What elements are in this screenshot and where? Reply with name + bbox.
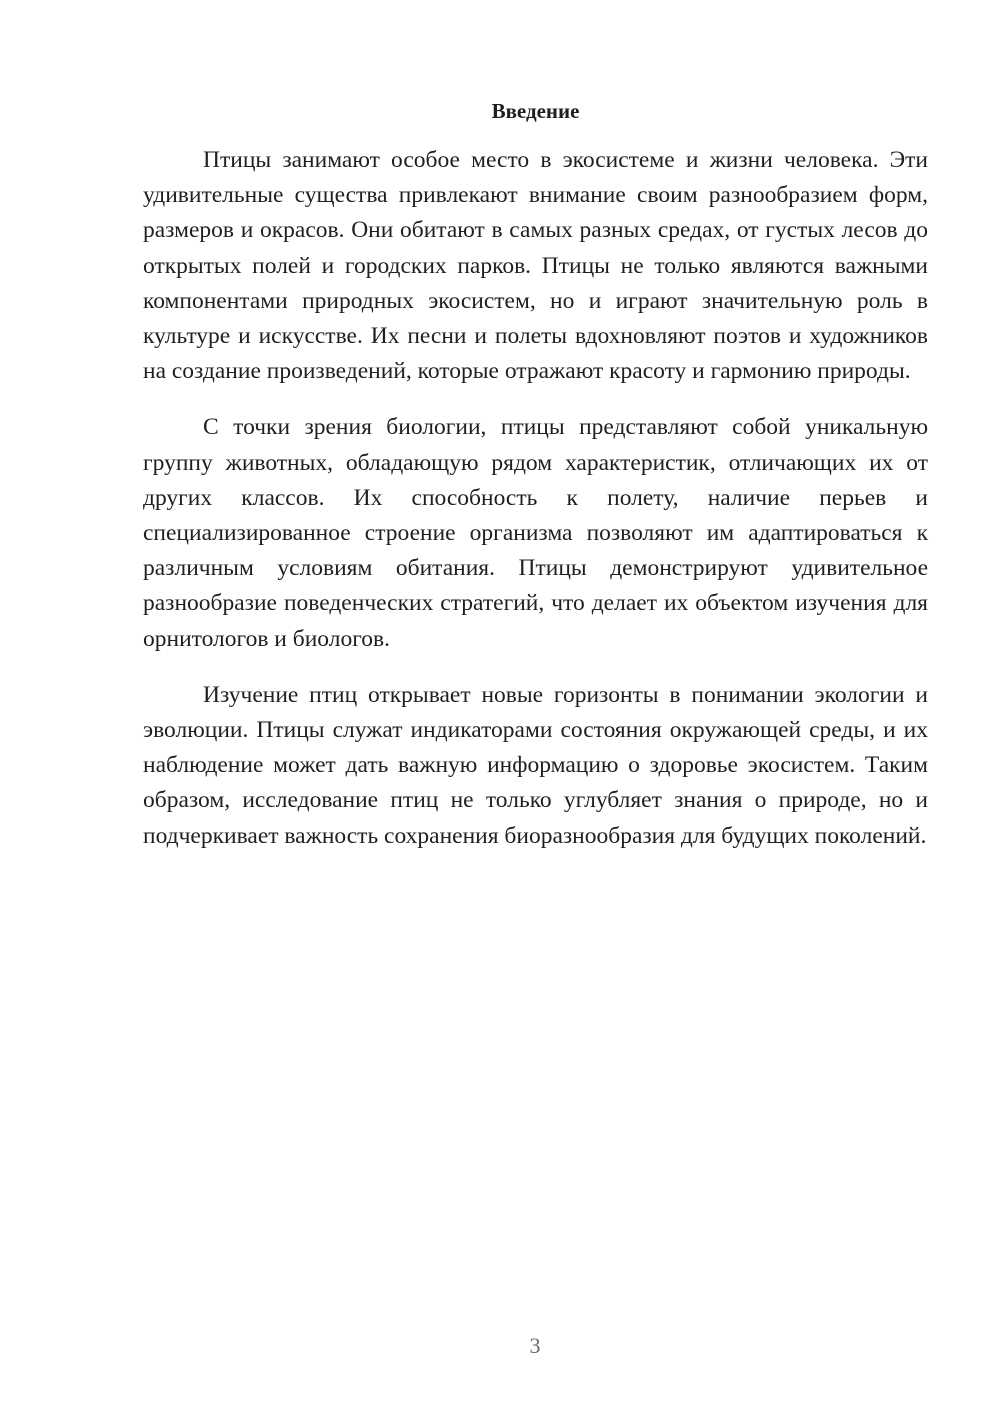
paragraph-study: Изучение птиц открывает новые горизонты в понимании экологии и эволюции. Птицы служат индикаторами состояния окружающей среды, и их наблюдение может дать важную информацию о здоровье экосистем. Таким образом, исследование птиц не только углубляет знания о природе, но и подчеркивает важность сохранения биоразнообразия для будущих поколений. xyxy=(143,681,928,849)
page-content xyxy=(143,94,928,854)
paragraph-biology: С точки зрения биологии, птицы представляют собой уникальную группу животных, обладающую рядом характеристик, отличающих их от других классов. Их способность к полету, наличие перьев и специализированное строение организма позволяют им адаптироваться к различным условиям обитания. Птицы демонстрируют удивительное разнообразие поведенческих стратегий, что делает их объектом изучения для орнитологов и биологов. xyxy=(143,414,928,652)
page-number: 3 xyxy=(529,1333,541,1358)
section-heading: Введение xyxy=(491,99,580,123)
paragraph-intro: Птицы занимают особое место в экосистеме и жизни человека. Эти удивительные существа привлекают внимание своим разнообразием форм, размеров и окрасов. Они обитают в самых разных средах, от густых лесов до открытых полей и городских парков. Птицы не только являются важными компонентами природных экосистем, но и играют значительную роль в культуре и искусстве. Их песни и полеты вдохновляют поэтов и художников на создание произведений, которые отражают красоту и гармонию природы. xyxy=(143,147,928,385)
